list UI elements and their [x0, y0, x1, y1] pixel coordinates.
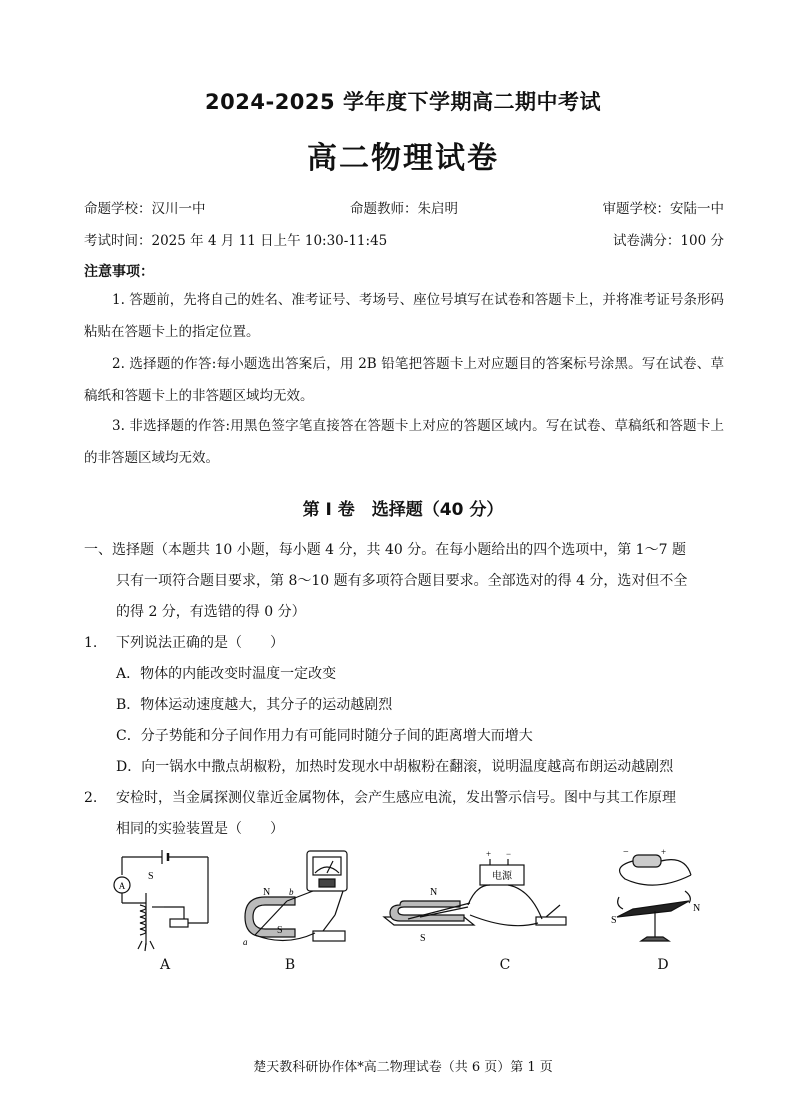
part-intro-line-3: 的得 2 分，有选错的得 0 分）	[116, 604, 306, 620]
figure-label-c: C	[499, 957, 511, 973]
notice-text-3: 3. 非选择题的作答:用黑色签字笔直接答在答题卡上对应的答题区域内。写在试卷、草稿纸和答题卡上的非答题区域均无效。	[84, 418, 724, 466]
figure-b-south-label: S	[277, 925, 283, 936]
question-2-number: 2.	[84, 790, 98, 806]
question-2-figures	[100, 845, 720, 980]
figure-label-b: B	[284, 957, 296, 973]
notice-item-3	[84, 410, 724, 474]
page-footer: 楚天教科研协作体*高二物理试卷（共 6 页）第 1 页	[253, 1060, 553, 1075]
figure-d-south-label: S	[611, 915, 617, 926]
notice-text-2: 2. 选择题的作答:每小题选出答案后，用 2B 铅笔把答题卡上对应题目的答案标号涂黑。写在试卷、草稿纸和答题卡上的非答题区域均无效。	[84, 356, 724, 404]
question-1-stem: 下列说法正确的是（ ）	[116, 635, 284, 651]
figure-c-apparatus	[380, 845, 570, 953]
question-2-stem-1: 安检时，当金属探测仪靠近金属物体，会产生感应电流，发出警示信号。图中与其工作原理	[116, 790, 676, 806]
exam-title: 2024-2025 学年度下学期高二期中考试	[205, 90, 601, 114]
meta-row-time	[84, 229, 724, 249]
meta-reviewer: 审题学校：安陆一中	[602, 201, 724, 217]
question-2-stem-2: 相同的实验装置是（ ）	[116, 821, 284, 837]
figure-b-a-label: a	[243, 937, 248, 947]
figure-d-minus-label: −	[623, 847, 629, 858]
notice-item-2	[84, 348, 724, 412]
question-1-number: 1.	[84, 635, 98, 651]
figure-c-south-label: S	[420, 933, 426, 944]
part-intro-line-1: 一、选择题（本题共 10 小题，每小题 4 分，共 40 分。在每小题给出的四个选项中，第 1～7 题	[84, 542, 686, 558]
notice-text-1: 1. 答题前，先将自己的姓名、准考证号、考场号、座位号填写在试卷和答题卡上，并将准考证号条形码粘贴在答题卡上的指定位置。	[84, 292, 724, 340]
figure-b-b-label: b	[289, 887, 294, 897]
figure-b-north-label: N	[263, 887, 271, 898]
subject-title: 高二物理试卷	[307, 141, 499, 176]
figure-a-switch-label: S	[148, 871, 154, 882]
meta-score: 试卷满分：100 分	[612, 233, 724, 249]
question-2	[84, 783, 734, 845]
figure-label-a: A	[159, 957, 171, 973]
figure-b-apparatus	[235, 845, 365, 953]
figure-d-apparatus	[605, 845, 715, 953]
figure-label-d: D	[657, 957, 669, 973]
question-1-option-d: D．向一锅水中撒点胡椒粉，加热时发现水中胡椒粉在翻滚，说明温度越高布朗运动越剧烈	[116, 759, 674, 775]
figure-d-plus-label: +	[661, 847, 667, 857]
meta-school: 命题学校：汉川一中	[84, 201, 206, 217]
figure-c-power-label: 电源	[492, 871, 512, 882]
notice-heading: 注意事项：	[84, 264, 154, 280]
question-1-option-c: C．分子势能和分子间作用力有可能同时随分子间的距离增大而增大	[116, 728, 533, 744]
notice-item-1	[84, 284, 724, 348]
part-intro-line-2: 只有一项符合题目要求，第 8～10 题有多项符合题目要求。全部选对的得 4 分，选对但不全	[116, 573, 688, 589]
meta-time: 考试时间：2025 年 4 月 11 日上午 10:30-11:45	[84, 233, 388, 249]
meta-teacher: 命题教师：朱启明	[350, 201, 458, 217]
figure-c-plus-label: +	[486, 849, 492, 859]
section-title: 第 I 卷 选择题（40 分）	[302, 500, 504, 520]
question-1-option-a: A．物体的内能改变时温度一定改变	[116, 666, 337, 682]
figure-c-minus-label: −	[506, 849, 512, 859]
figure-c-north-label: N	[430, 887, 438, 898]
figure-a-circuit	[100, 845, 215, 953]
part-intro	[84, 535, 729, 628]
question-1-option-b: B．物体运动速度越大，其分子的运动越剧烈	[116, 697, 393, 713]
meta-row-authors	[84, 197, 724, 217]
question-1	[84, 628, 734, 783]
figure-a-ammeter-label: A	[118, 881, 126, 891]
figure-d-north-label: N	[693, 903, 701, 914]
